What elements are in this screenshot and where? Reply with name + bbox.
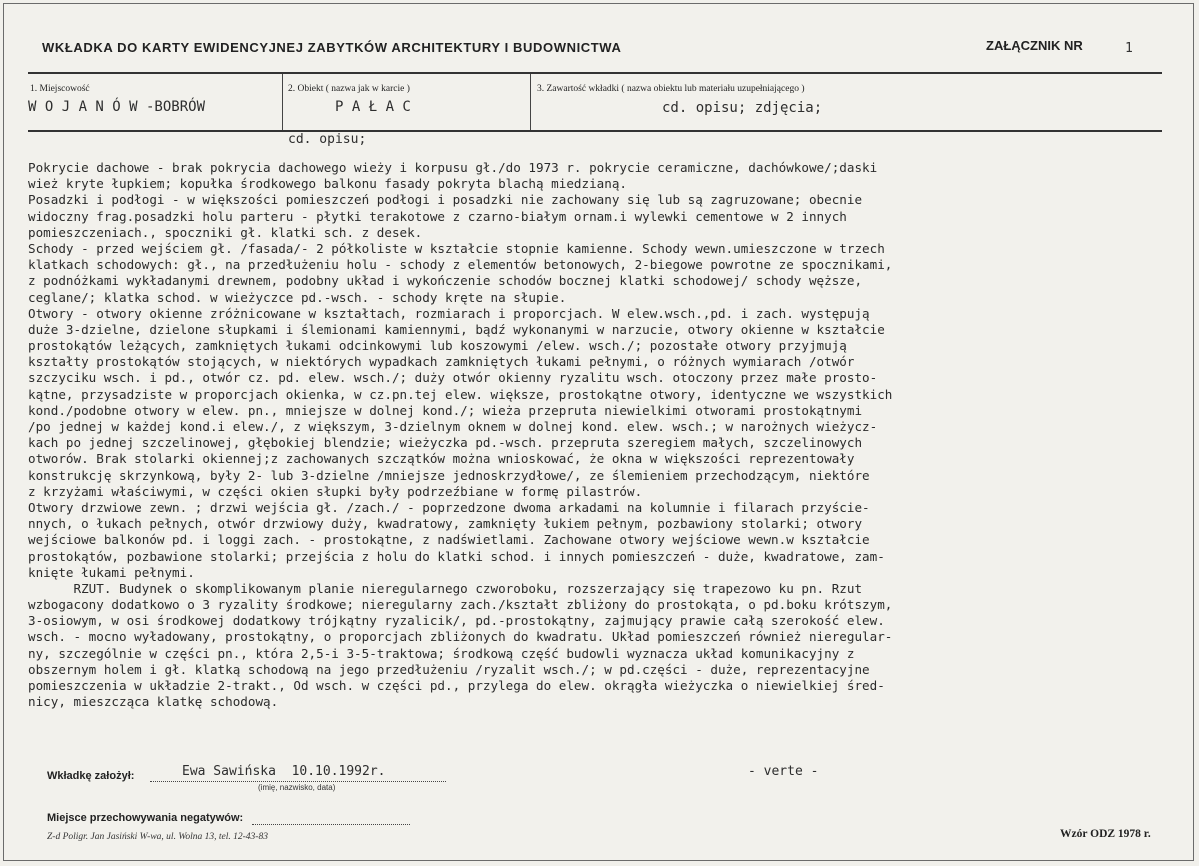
negatives-storage-line — [252, 824, 410, 825]
text-line: wzbogacony dodatkowo o 3 ryzality środkowe; nieregularny zach./kształt zbliżony do prostokąta, o pd.boku krótszym, — [28, 597, 893, 613]
attachment-label: ZAŁĄCZNIK NR — [986, 38, 1083, 53]
object-value: P A Ł A C — [335, 99, 411, 115]
text-line: Otwory - otwory okienne zróżnicowane w kształtach, rozmiarach i proporcjach. W elew.wsch.,pd. i zach. występują — [28, 305, 870, 321]
locality-value: W O J A N Ó W -BOBRÓW — [28, 99, 206, 115]
field-divider — [282, 74, 283, 130]
text-line: nicy, mieszcząca klatkę schodową. — [28, 694, 279, 710]
continuation-subtitle: cd. opisu; — [288, 132, 367, 147]
text-line: kond./podobne otwory w elew. pn., mniejsze w dolnej kond./; wieża przepruta niewielkimi otworami prostokątnymi — [28, 402, 863, 418]
text-line: widoczny frag.posadzki holu parteru - płytki terakotowe z czarno-białym ornam.i wylewki cementowe w 2 innych — [28, 208, 847, 224]
header-bottom-rule — [28, 130, 1162, 132]
text-line: wsch. - mocno wyładowany, prostokątny, o proporcjach zbliżonych do kwadratu. Układ pomieszczeń również nieregular- — [28, 629, 893, 645]
description-text — [28, 160, 1194, 710]
contents-label: 3. Zawartość wkładki ( nazwa obiektu lub materiału uzupełniającego ) — [537, 84, 805, 94]
text-line: z podnóżkami wykładanymi drewnem, podobny układ i wykończenie schodów bocznej klatki schodowej/ schody węższe, — [28, 273, 863, 289]
negatives-storage-label: Miejsce przechowywania negatywów: — [47, 812, 244, 824]
text-line: 3-osiowym, w osi środkowej dodatkowy trójkątny ryzalicik/, pd.-prostokątny, zajmujący prawie całą szerokość elew. — [28, 613, 885, 629]
created-by-line — [150, 781, 446, 782]
text-line: ny, szczególnie w części pn., która 2,5-i 3-5-traktowa; środkową część budowli wyznacza układ komunikacyjny z — [28, 645, 855, 661]
text-line: RZUT. Budynek o skomplikowanym planie nieregularnego czworoboku, rozszerzający się trapezowo ku pn. Rzut — [28, 580, 863, 596]
header-top-rule — [28, 72, 1162, 74]
text-line: wież kryte łupkiem; kopułka środkowego balkonu fasady pokryta blachą miedzianą. — [28, 176, 627, 192]
text-line: prostokątów, pozbawione stolarki; przejścia z holu do klatki schod. i innych pomieszczeń - duże, kwadratowe, zam- — [28, 548, 885, 564]
locality-label: 1. Miejscowość — [30, 84, 90, 94]
text-line: Posadzki i podłogi - w większości pomieszczeń podłogi i posadzki nie zachowany się lub są zagruzowane; obecnie — [28, 192, 863, 208]
attachment-number: 1 — [1125, 41, 1133, 56]
text-line: /po jednej w każdej kond.i elew./, z większym, 3-dzielnym oknem w dolnej kond. elew. wsch.; w narożnych wieżycz- — [28, 419, 878, 434]
text-line: klatkach schodowych: gł., na przedłużeniu holu - schody z elementów betonowych, 2-biegowe powrotne ze spocznikami, — [28, 257, 893, 273]
text-line: obszernym holem i gł. klatką schodową na jego przedłużeniu /ryzalit wsch./; w pd.części - duże, reprezentacyjne — [28, 661, 870, 677]
text-line: konstrukcję skrzynkową, były 2- lub 3-dzielne /mniejsze jednoskrzydłowe/, ze ślemieniem przechodzącym, niektóre — [28, 467, 870, 483]
contents-value: cd. opisu; zdjęcia; — [662, 100, 823, 116]
text-line: prostokątów leżących, zamkniętych łukami odcinkowymi lub koszowymi /elew. wsch./; pozostałe otwory przyjmują — [28, 338, 847, 354]
text-line: Pokrycie dachowe - brak pokrycia dachowego wieży i korpusu gł./do 1973 r. pokrycie ceramiczne, dachówkowe/;daski — [28, 160, 878, 175]
text-line: Schody - przed wejściem gł. /fasada/- 2 półkoliste w kształcie stopnie kamienne. Schody wewn.umieszczone w trzech — [28, 240, 885, 256]
created-by-caption: (imię, nazwisko, data) — [258, 783, 336, 792]
object-label: 2. Obiekt ( nazwa jak w karcie ) — [288, 84, 410, 94]
created-by-value: Ewa Sawińska 10.10.1992r. — [182, 764, 386, 779]
text-line: ceglane/; klatka schod. w wieżyczce pd.-wsch. - schody kręte na słupie. — [28, 289, 567, 305]
text-line: Otwory drzwiowe zewn. ; drzwi wejścia gł. /zach./ - poprzedzone dwoma arkadami na kolumnie i filarach przyście- — [28, 499, 870, 515]
created-by-label: Wkładkę założył: — [47, 770, 135, 782]
text-line: nnych, o łukach pełnych, otwór drzwiowy duży, kwadratowy, zamknięty łukiem pełnym, pozbawiony stolarki; otwory — [28, 516, 863, 532]
text-line: kach po jednej szczelinowej, głębokiej blendzie; wieżyczka pd.-wsch. przepruta szeregiem małych, szczelinowych — [28, 435, 863, 451]
verte-note: - verte - — [748, 764, 819, 779]
text-line: pomieszczeniach., spoczniki gł. klatki sch. z desek. — [28, 224, 423, 240]
text-line: otworów. Brak stolarki okiennej;z zachowanych szczątków można wnioskować, że okna w większości reprezentowały — [28, 451, 855, 467]
text-line: knięte łukami pełnymi. — [28, 564, 195, 580]
text-line: z krzyżami właściwymi, w części okien słupki były podrzeźbiane w formę pilastrów. — [28, 483, 643, 499]
text-line: wejściowe balkonów pd. i loggi zach. - prostokątne, z nadświetlami. Zachowane otwory wejściowe wewn.w kształcie — [28, 532, 870, 548]
text-line: kształty prostokątów stojących, w niektórych wypadkach zamkniętych łukami pełnymi, o różnych wymiarach /otwór — [28, 354, 855, 370]
text-line: szczyciku wsch. i pd., otwór cz. pd. elew. wsch./; duży otwór okienny ryzalitu wsch. otoczony przez małe prosto- — [28, 370, 878, 386]
printer-imprint: Z-d Poligr. Jan Jasiński W-wa, ul. Wolna 13, tel. 12-43-83 — [47, 832, 268, 842]
text-line: pomieszczenia w układzie 2-trakt., Od wsch. w części pd., przylega do elew. okrągła wieżyczka o niewielkiej śred- — [28, 678, 885, 693]
text-line: kątne, przysadziste w proporcjach okienka, w cz.pn.tej elew. większe, prostokątne otwory, identyczne we wszystkich — [28, 386, 893, 402]
field-divider — [530, 74, 531, 130]
form-code: Wzór ODZ 1978 r. — [1060, 828, 1151, 840]
form-title: WKŁADKA DO KARTY EWIDENCYJNEJ ZABYTKÓW ARCHITEKTURY I BUDOWNICTWA — [42, 40, 622, 55]
text-line: duże 3-dzielne, dzielone słupkami i ślemionami kamiennymi, bądź wykonanymi w narzucie, otwory okienne w kształcie — [28, 321, 885, 337]
